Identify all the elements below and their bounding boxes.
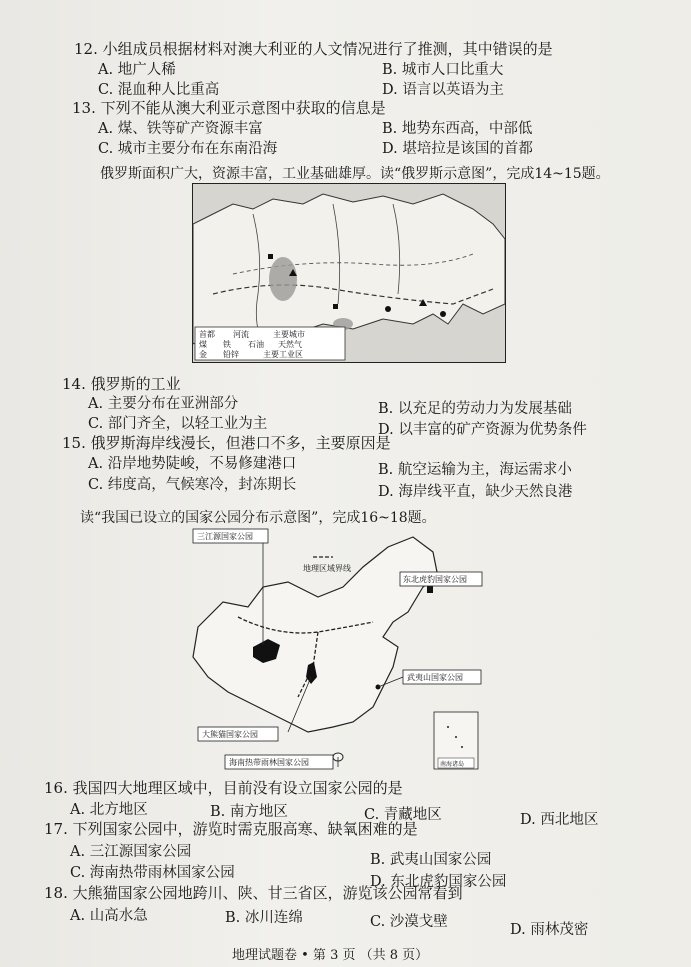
russia-legend-gas: 天然气: [278, 340, 302, 349]
q16-stem: 16. 我国四大地理区域中，目前没有设立国家公园的是: [44, 779, 403, 797]
q15-option-c: C. 纬度高，气候寒冷，封冻期长: [88, 477, 297, 493]
russia-legend-industrial: 主要工业区: [263, 350, 303, 359]
q13-option-c: C. 城市主要分布在东南沿海: [98, 141, 278, 157]
china-map-graphic: [168, 527, 484, 772]
label-sanjiangyuan: 三江源国家公园: [197, 532, 253, 541]
q17-option-d: D. 东北虎豹国家公园: [370, 874, 507, 890]
legend-boundary: 地理区域界线: [303, 564, 351, 573]
q13-stem: 13. 下列不能从澳大利亚示意图中获取的信息是: [72, 99, 386, 117]
q18-option-d: D. 雨林茂密: [510, 922, 589, 938]
russia-legend-city: 主要城市: [273, 330, 305, 339]
q14-option-b: B. 以充足的劳动力为发展基础: [378, 401, 572, 417]
q12-option-c: C. 混血种人比重高: [98, 82, 220, 98]
q16-option-a: A. 北方地区: [70, 802, 148, 818]
label-hainan-rainforest: 海南热带雨林国家公园: [229, 758, 309, 767]
q17-stem: 17. 下列国家公园中，游览时需克服高寒、缺氧困难的是: [44, 820, 418, 838]
q14-stem: 14. 俄罗斯的工业: [62, 375, 181, 393]
page-footer: 地理试题卷 • 第 3 页 （共 8 页）: [232, 948, 429, 963]
russia-legend-iron: 铁: [223, 340, 231, 349]
russia-legend-lead-zinc: 铅锌: [223, 350, 239, 359]
russia-intro: 俄罗斯面积广大，资源丰富，工业基础雄厚。读“俄罗斯示意图”，完成14~15题。: [100, 166, 610, 182]
q13-option-d: D. 堪培拉是该国的首都: [382, 141, 533, 157]
q12-option-d: D. 语言以英语为主: [382, 82, 504, 98]
q14-option-a: A. 主要分布在亚洲部分: [88, 396, 239, 412]
label-wuyishan: 武夷山国家公园: [407, 673, 463, 682]
q15-option-a: A. 沿岸地势陡峻，不易修建港口: [88, 456, 297, 472]
russia-legend-gold: 金: [199, 350, 207, 359]
q17-option-b: B. 武夷山国家公园: [370, 852, 492, 868]
q14-option-d: D. 以丰富的矿产资源为优势条件: [378, 422, 587, 438]
label-giant-panda: 大熊猫国家公园: [202, 730, 258, 739]
label-inset: 南海诸岛: [440, 761, 465, 768]
russia-legend-capital: 首都: [199, 330, 215, 339]
china-intro: 读“我国已设立的国家公园分布示意图”，完成16~18题。: [80, 510, 436, 526]
russia-legend-oil: 石油: [248, 340, 264, 349]
q15-option-d: D. 海岸线平直，缺少天然良港: [378, 484, 573, 500]
china-national-parks-map: [168, 527, 484, 772]
q17-option-a: A. 三江源国家公园: [70, 844, 192, 860]
russia-legend-coal: 煤: [199, 340, 207, 349]
q12-option-a: A. 地广人稀: [98, 62, 176, 78]
q12-option-b: B. 城市人口比重大: [382, 62, 504, 78]
label-dongbei-tiger-leopard: 东北虎豹国家公园: [403, 575, 467, 584]
q15-option-b: B. 航空运输为主，海运需求小: [378, 462, 572, 478]
q14-option-c: C. 部门齐全，以轻工业为主: [88, 416, 268, 432]
q15-stem: 15. 俄罗斯海岸线漫长，但港口不多，主要原因是: [62, 434, 391, 452]
russia-map: [192, 183, 506, 363]
q18-option-a: A. 山高水急: [70, 908, 148, 924]
q13-option-a: A. 煤、铁等矿产资源丰富: [98, 121, 263, 137]
q12-stem: 12. 小组成员根据材料对澳大利亚的人文情况进行了推测，其中错误的是: [74, 40, 553, 58]
q13-option-b: B. 地势东西高，中部低: [382, 121, 533, 137]
q18-stem: 18. 大熊猫国家公园地跨川、陕、甘三省区，游览该公园常看到: [44, 884, 463, 902]
q16-option-b: B. 南方地区: [210, 804, 288, 820]
q18-option-b: B. 冰川连绵: [225, 910, 303, 926]
russia-legend-river: 河流: [233, 330, 249, 339]
russia-map-graphic: [193, 184, 505, 362]
q18-option-c: C. 沙漠戈壁: [370, 914, 448, 930]
q17-option-c: C. 海南热带雨林国家公园: [70, 865, 235, 881]
q16-option-c: C. 青藏地区: [364, 807, 442, 823]
q16-option-d: D. 西北地区: [520, 812, 599, 828]
